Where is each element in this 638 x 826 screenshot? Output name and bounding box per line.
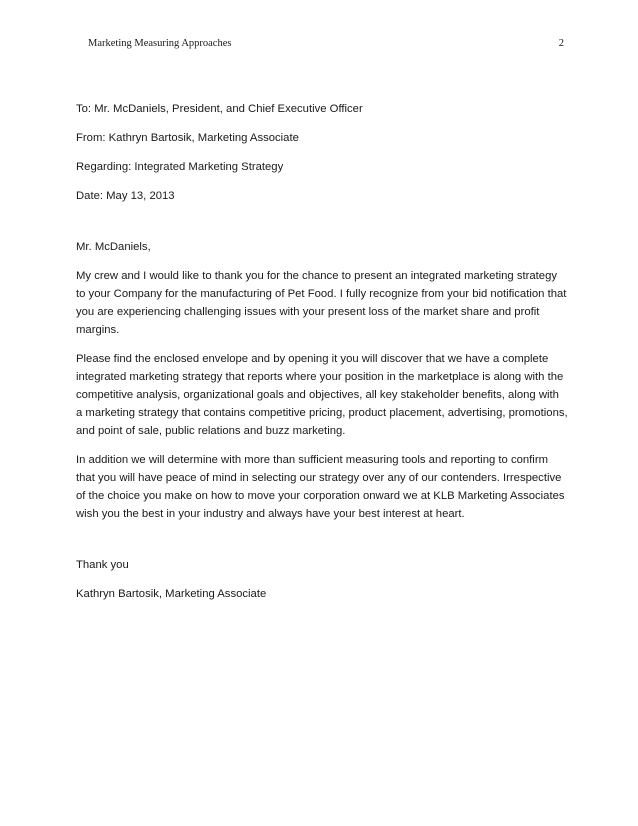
memo-date: Date: May 13, 2013 bbox=[76, 190, 175, 202]
memo-from: From: Kathryn Bartosik, Marketing Associate bbox=[76, 132, 299, 144]
memo-regarding: Regarding: Integrated Marketing Strategy bbox=[76, 161, 284, 173]
salutation: Mr. McDaniels, bbox=[76, 241, 151, 253]
running-head-title: Marketing Measuring Approaches bbox=[88, 38, 232, 49]
page-header bbox=[88, 38, 564, 54]
paragraph-strategy: Please find the enclosed envelope and by opening it you will discover that we have a complete integrated marketing strategy that reports where your position in the marketplace is along with the competitive analysis, organizational goals and objectives, all key stakeholder benefits, along with a marketing strategy that contains competitive pricing, product placement, advertising, promotions, and point of sale, public relations and buzz marketing. bbox=[76, 353, 568, 437]
spacer bbox=[76, 534, 568, 556]
paragraph-intro: My crew and I would like to thank you for the chance to present an integrated marketing strategy to your Company for the manufacturing of Pet Food. I fully recognize from your bid notification that you are experiencing challenging issues with your present loss of the market share and profit margins. bbox=[76, 270, 567, 336]
page-number: 2 bbox=[558, 38, 564, 49]
memo-to: To: Mr. McDaniels, President, and Chief Executive Officer bbox=[76, 103, 363, 115]
letter-body bbox=[76, 100, 568, 603]
spacer bbox=[76, 216, 568, 238]
paragraph-measuring: In addition we will determine with more than sufficient measuring tools and reporting to confirm that you will have peace of mind in selecting our strategy over any of our contenders. Irrespective of the choice you make on how to move your corporation onward we at KLB Marketing Associates wish you the best in your industry and always have your best interest at heart. bbox=[76, 454, 565, 520]
closing: Thank you bbox=[76, 559, 129, 571]
signature: Kathryn Bartosik, Marketing Associate bbox=[76, 588, 267, 600]
